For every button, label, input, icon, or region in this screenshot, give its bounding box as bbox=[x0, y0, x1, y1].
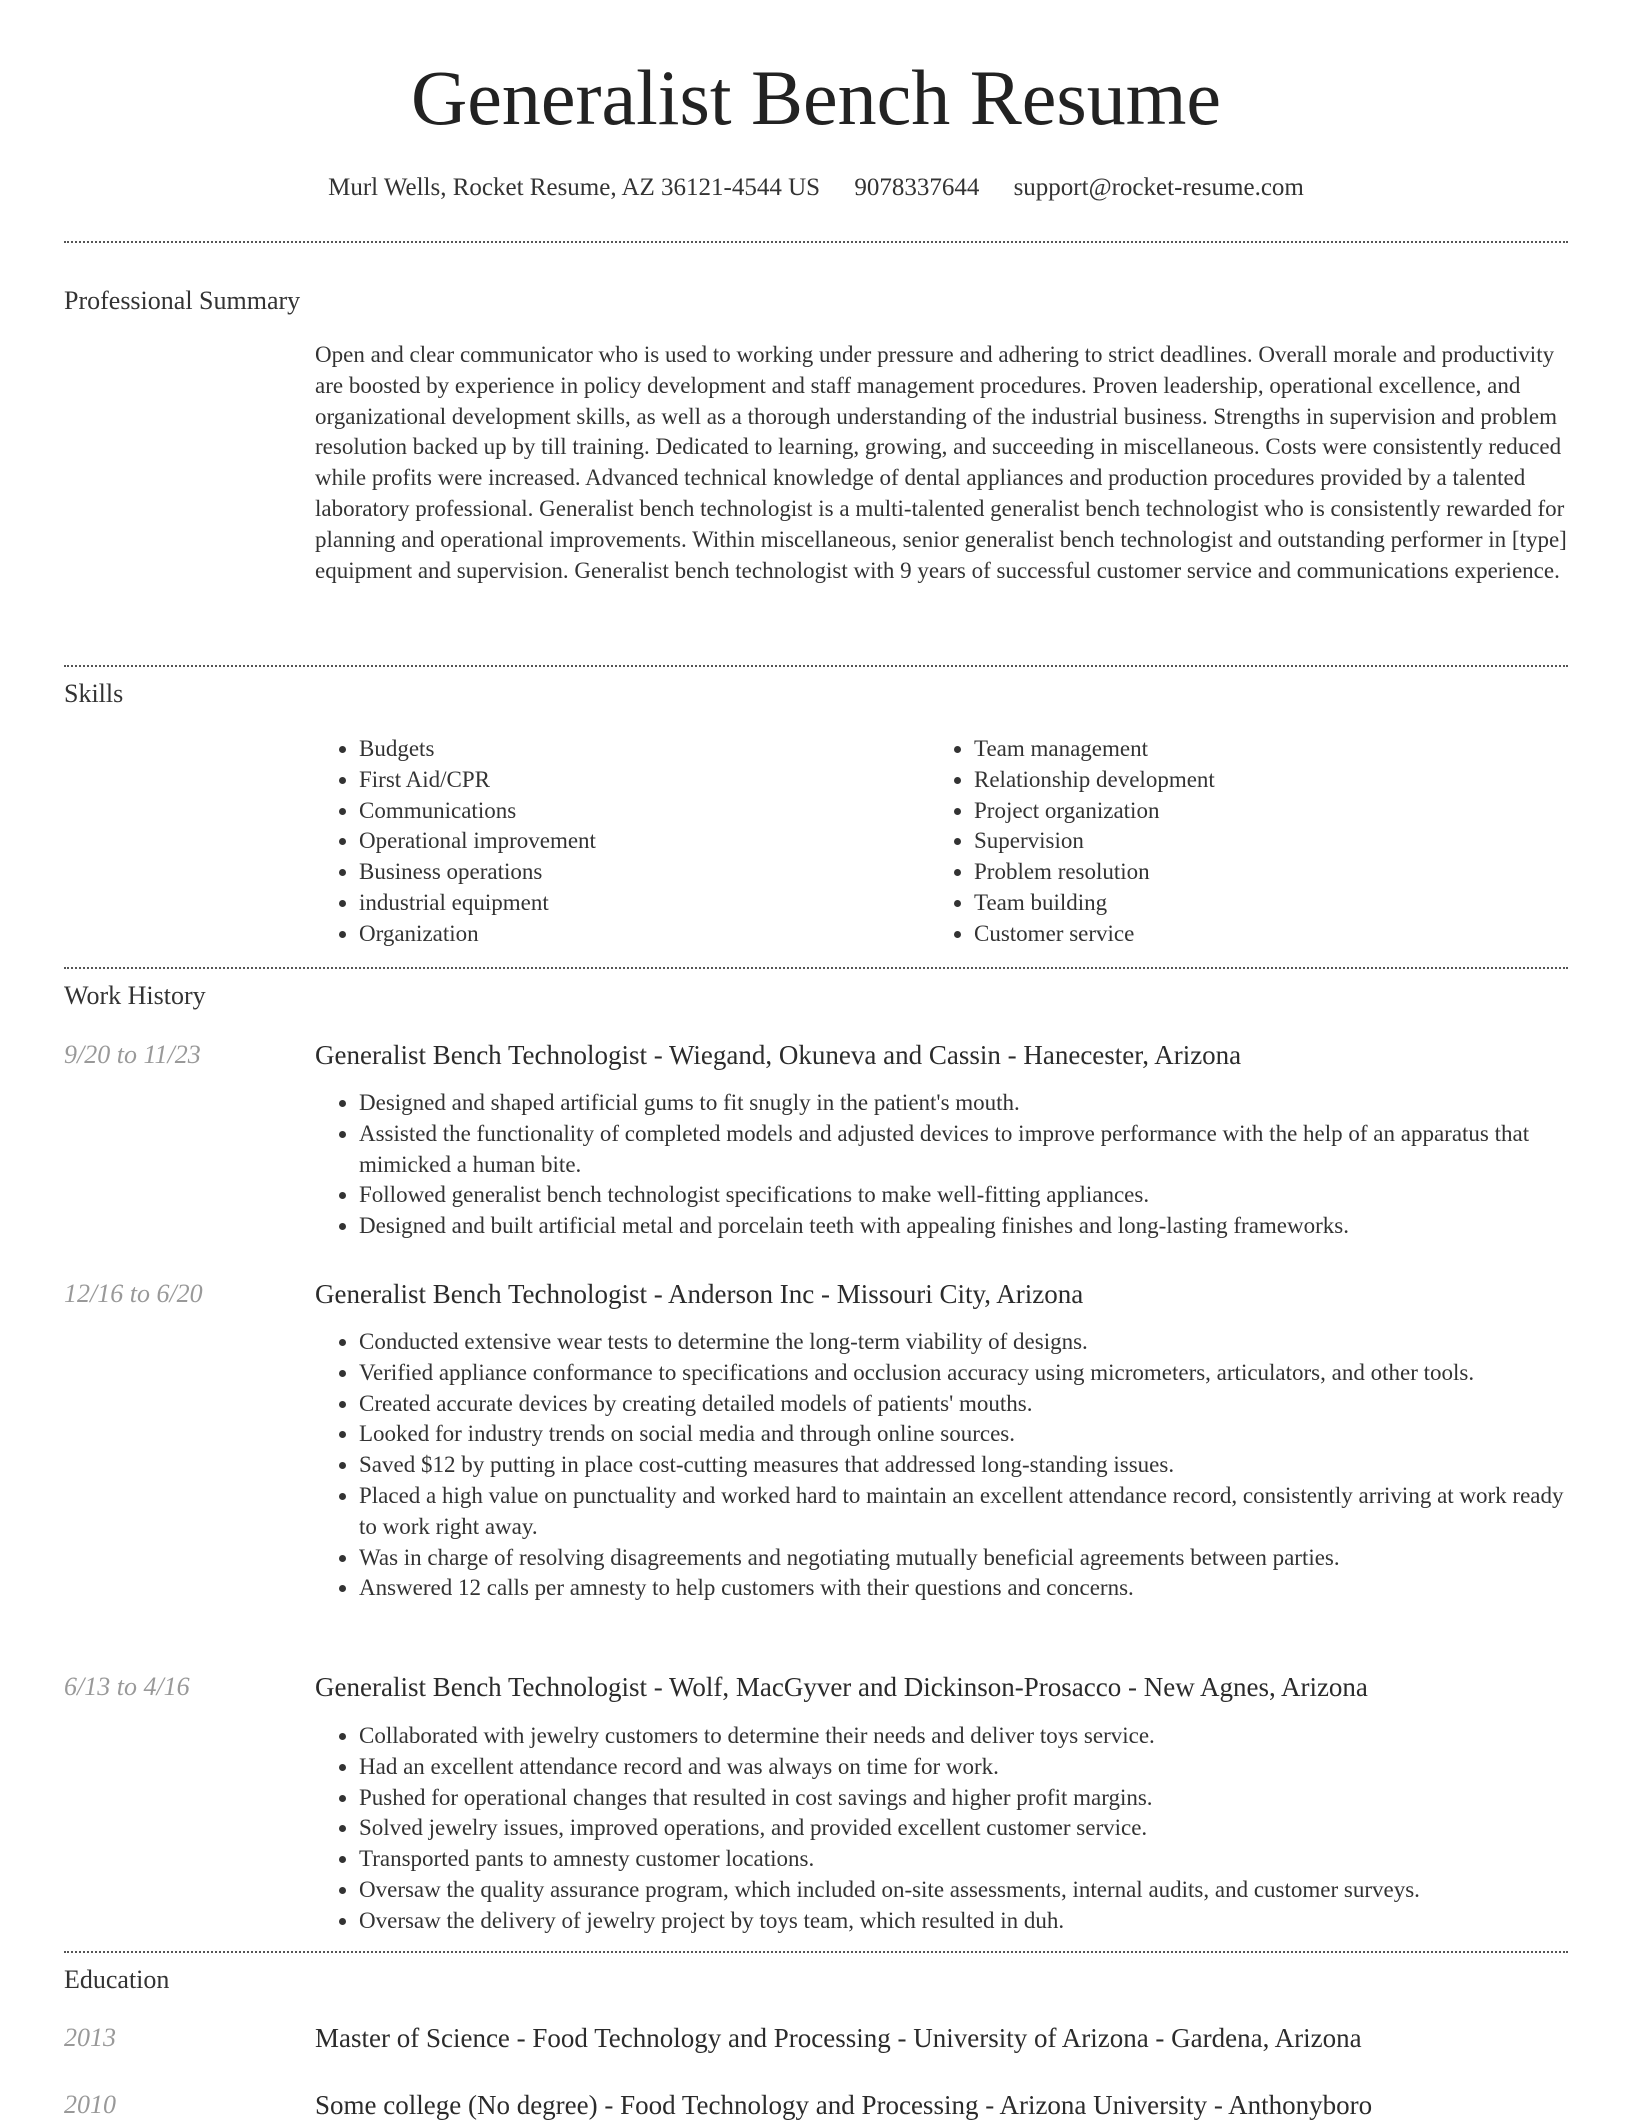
section-title-skills: Skills bbox=[64, 679, 124, 708]
job-dates: 6/13 to 4/16 bbox=[64, 1672, 190, 1701]
skill-item: • Project organization bbox=[974, 796, 1530, 827]
job-bullet: • Oversaw the delivery of jewelry project by toys team, which resulted in duh. bbox=[359, 1906, 1570, 1937]
job-bullet: • Transported pants to amnesty customer locations. bbox=[359, 1844, 1570, 1875]
education-year: 2010 bbox=[64, 2090, 116, 2119]
section-title-work: Work History bbox=[64, 981, 206, 1010]
education-title: Some college (No degree) - Food Technology and Processing - Arizona University - Anthonyboro bbox=[315, 2090, 1373, 2120]
job-bullet: • Designed and built artificial metal and porcelain teeth with appealing finishes and long-lasting frameworks. bbox=[359, 1211, 1570, 1242]
section-title-summary: Professional Summary bbox=[64, 286, 301, 315]
skill-item: • Team management bbox=[974, 734, 1530, 765]
education-title: Master of Science - Food Technology and Processing - University of Arizona - Gardena, Arizona bbox=[315, 2023, 1362, 2053]
job-bullet: • Assisted the functionality of completed models and adjusted devices to improve performance with the help of an apparatus that mimicked a human bite. bbox=[359, 1119, 1570, 1181]
skill-item: • Relationship development bbox=[974, 765, 1530, 796]
contact-line bbox=[0, 170, 1632, 206]
job-bullet: • Pushed for operational changes that resulted in cost savings and higher profit margins. bbox=[359, 1783, 1570, 1814]
skill-item: • Organization bbox=[359, 919, 915, 950]
job-bullet: • Saved $12 by putting in place cost-cutting measures that addressed long-standing issues. bbox=[359, 1450, 1570, 1481]
job-bullet: • Oversaw the quality assurance program, which included on-site assessments, internal audits, and customer surveys. bbox=[359, 1875, 1570, 1906]
job-bullet: • Followed generalist bench technologist specifications to make well-fitting appliances. bbox=[359, 1180, 1570, 1211]
job-bullet: • Had an excellent attendance record and was always on time for work. bbox=[359, 1752, 1570, 1783]
skills-column-right bbox=[930, 734, 1530, 950]
skill-item: • industrial equipment bbox=[359, 888, 915, 919]
skill-item: • Budgets bbox=[359, 734, 915, 765]
job-bullet: • Designed and shaped artificial gums to fit snugly in the patient's mouth. bbox=[359, 1088, 1570, 1119]
skill-item: • Operational improvement bbox=[359, 826, 915, 857]
resume-title: Generalist Bench Resume bbox=[410, 54, 1222, 141]
job-title: Generalist Bench Technologist - Anderson Inc - Missouri City, Arizona bbox=[315, 1279, 1084, 1309]
job-title: Generalist Bench Technologist - Wiegand, Okuneva and Cassin - Hanecester, Arizona bbox=[315, 1040, 1242, 1070]
job-bullets bbox=[315, 1721, 1570, 1937]
contact-phone: 9078337644 bbox=[854, 174, 980, 201]
summary-text: Open and clear communicator who is used to working under pressure and adhering to strict deadlines. Overall morale and productivity are boosted by experience in policy development and staff management procedures. Proven leadership, operational excellence, and organizational development skills, as well as a thorough understanding of the industrial business. Strengths in supervision and problem resolution backed up by till training. Dedicated to learning, growing, and succeeding in miscellaneous. Costs were consistently reduced while profits were increased. Advanced technical knowledge of dental appliances and production procedures provided by a talented laboratory professional. Generalist bench technologist is a multi-talented generalist bench technologist who is consistently rewarded for planning and operational improvements. Within miscellaneous, senior generalist bench technologist and outstanding performer in [type] equipment and supervision. Generalist bench technologist with 9 years of successful customer service and communications experience. bbox=[315, 342, 1567, 583]
job-bullet: • Was in charge of resolving disagreements and negotiating mutually beneficial agreements between parties. bbox=[359, 1543, 1570, 1574]
job-dates: 12/16 to 6/20 bbox=[64, 1279, 203, 1308]
skill-item: • Problem resolution bbox=[974, 857, 1530, 888]
job-dates: 9/20 to 11/23 bbox=[64, 1040, 201, 1069]
divider bbox=[64, 241, 1568, 243]
job-bullets bbox=[315, 1088, 1570, 1242]
job-title: Generalist Bench Technologist - Wolf, MacGyver and Dickinson-Prosacco - New Agnes, Arizona bbox=[315, 1672, 1368, 1702]
contact-address: Murl Wells, Rocket Resume, AZ 36121-4544 US bbox=[328, 174, 821, 201]
skill-item: • Supervision bbox=[974, 826, 1530, 857]
skill-item: • First Aid/CPR bbox=[359, 765, 915, 796]
divider bbox=[64, 665, 1568, 667]
education-year: 2013 bbox=[64, 2023, 116, 2052]
job-bullets bbox=[315, 1327, 1570, 1604]
job-bullet: • Solved jewelry issues, improved operations, and provided excellent customer service. bbox=[359, 1813, 1570, 1844]
job-bullet: • Created accurate devices by creating detailed models of patients' mouths. bbox=[359, 1389, 1570, 1420]
skill-item: • Business operations bbox=[359, 857, 915, 888]
divider bbox=[64, 1951, 1568, 1953]
contact-email: support@rocket-resume.com bbox=[1013, 174, 1304, 201]
skills-column-left bbox=[315, 734, 915, 950]
job-bullet: • Conducted extensive wear tests to determine the long-term viability of designs. bbox=[359, 1327, 1570, 1358]
job-bullet: • Looked for industry trends on social media and through online sources. bbox=[359, 1419, 1570, 1450]
job-bullet: • Verified appliance conformance to specifications and occlusion accuracy using micrometers, articulators, and other tools. bbox=[359, 1358, 1570, 1389]
skill-item: • Team building bbox=[974, 888, 1530, 919]
section-title-education: Education bbox=[64, 1965, 170, 1994]
skill-item: • Customer service bbox=[974, 919, 1530, 950]
job-bullet: • Collaborated with jewelry customers to determine their needs and deliver toys service. bbox=[359, 1721, 1570, 1752]
job-bullet: • Placed a high value on punctuality and worked hard to maintain an excellent attendance record, consistently arriving at work ready to work right away. bbox=[359, 1481, 1570, 1543]
divider bbox=[64, 967, 1568, 969]
skill-item: • Communications bbox=[359, 796, 915, 827]
job-bullet: • Answered 12 calls per amnesty to help customers with their questions and concerns. bbox=[359, 1573, 1570, 1604]
